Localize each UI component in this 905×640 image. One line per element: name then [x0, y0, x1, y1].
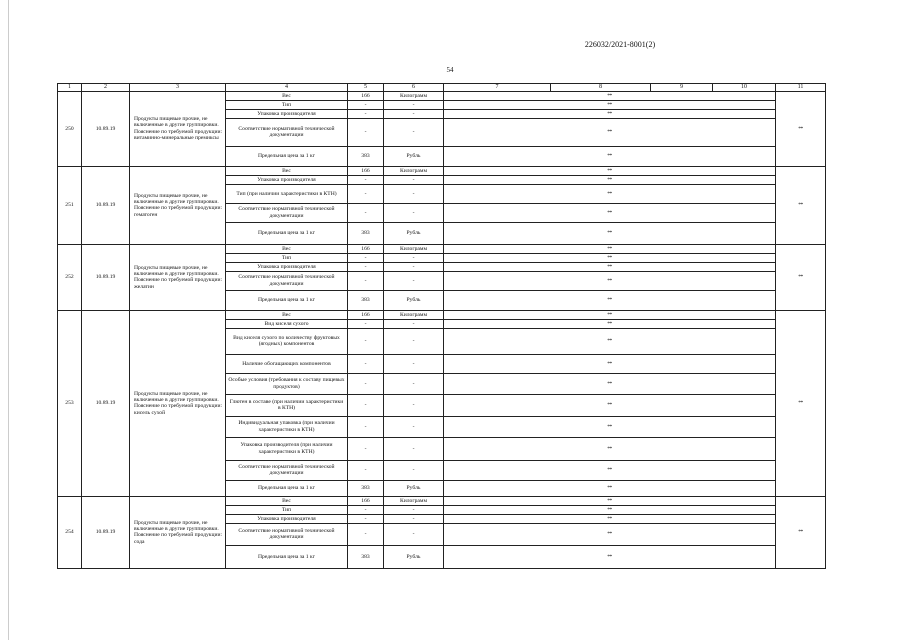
header-cell: 9 [651, 84, 713, 92]
characteristic-value: 383 [348, 222, 384, 244]
characteristic-value: - [348, 354, 384, 373]
characteristic-name: Вид киселя сухого [226, 319, 348, 328]
characteristic-name: Вес [226, 166, 348, 175]
header-cell: 4 [226, 84, 348, 92]
characteristic-mark: ** [444, 496, 776, 505]
product-description: Продукты пищевые прочие, не включенные в другие группировки. Пояснение по требуемой продукции: гематоген [130, 166, 226, 244]
characteristic-value: 166 [348, 244, 384, 253]
characteristic-value: - [348, 118, 384, 146]
unit-cell: Рубль [384, 480, 444, 496]
column-11-mark: ** [776, 310, 826, 496]
unit-cell: - [384, 514, 444, 523]
row-number: 250 [58, 91, 82, 166]
characteristic-name: Упаковка производителя [226, 175, 348, 184]
table-row [58, 166, 826, 175]
characteristic-mark: ** [444, 271, 776, 290]
header-cell: 11 [776, 84, 826, 92]
unit-cell: - [384, 394, 444, 416]
characteristic-name: Вид киселя сухого по количеству фруктовых (ягодных) компонентов [226, 328, 348, 354]
characteristic-mark: ** [444, 262, 776, 271]
unit-cell: - [384, 505, 444, 514]
characteristic-value: - [348, 394, 384, 416]
unit-cell: - [384, 118, 444, 146]
okpd-code: 10.89.19 [82, 496, 130, 568]
column-11-mark: ** [776, 91, 826, 166]
table-row [58, 496, 826, 505]
specification-table [57, 83, 826, 569]
characteristic-mark: ** [444, 184, 776, 203]
characteristic-value: 383 [348, 290, 384, 310]
header-cell: 8 [551, 84, 651, 92]
unit-cell: - [384, 460, 444, 480]
characteristic-name: Вес [226, 244, 348, 253]
header-cell: 2 [82, 84, 130, 92]
table-row [58, 244, 826, 253]
characteristic-name: Тип [226, 253, 348, 262]
unit-cell: - [384, 319, 444, 328]
characteristic-mark: ** [444, 100, 776, 109]
unit-cell: Килограмм [384, 244, 444, 253]
characteristic-name: Предельная цена за 1 кг [226, 146, 348, 166]
characteristic-value: 166 [348, 310, 384, 319]
unit-cell: Килограмм [384, 166, 444, 175]
characteristic-mark: ** [444, 146, 776, 166]
characteristic-mark: ** [444, 480, 776, 496]
characteristic-mark: ** [444, 319, 776, 328]
unit-cell: Рубль [384, 146, 444, 166]
characteristic-mark: ** [444, 437, 776, 460]
characteristic-name: Упаковка производителя (при наличии характеристики в КТН) [226, 437, 348, 460]
characteristic-value: 166 [348, 91, 384, 100]
scan-margin-line [8, 0, 9, 640]
unit-cell: Рубль [384, 290, 444, 310]
characteristic-mark: ** [444, 203, 776, 222]
characteristic-name: Упаковка производителя [226, 109, 348, 118]
characteristic-value: 166 [348, 496, 384, 505]
characteristic-value: - [348, 184, 384, 203]
characteristic-mark: ** [444, 373, 776, 394]
characteristic-value: - [348, 416, 384, 437]
unit-cell: - [384, 437, 444, 460]
characteristic-mark: ** [444, 118, 776, 146]
unit-cell: - [384, 175, 444, 184]
characteristic-value: - [348, 523, 384, 545]
header-cell: 1 [58, 84, 82, 92]
characteristic-name: Вес [226, 310, 348, 319]
header-cell: 7 [444, 84, 551, 92]
product-description: Продукты пищевые прочие, не включенные в другие группировки. Пояснение по требуемой продукции: желатин [130, 244, 226, 310]
unit-cell: - [384, 373, 444, 394]
characteristic-name: Вес [226, 496, 348, 505]
header-row [58, 84, 826, 92]
characteristic-name: Соответствие нормативной технической документации [226, 203, 348, 222]
characteristic-value: 383 [348, 545, 384, 568]
characteristic-mark: ** [444, 166, 776, 175]
characteristic-name: Соответствие нормативной технической документации [226, 523, 348, 545]
header-cell: 10 [713, 84, 776, 92]
characteristic-value: 383 [348, 146, 384, 166]
okpd-code: 10.89.19 [82, 244, 130, 310]
document-number: 226032/2021-8001(2) [584, 40, 656, 49]
row-number: 251 [58, 166, 82, 244]
characteristic-value: - [348, 460, 384, 480]
row-number: 253 [58, 310, 82, 496]
table-row [58, 310, 826, 319]
characteristic-name: Наличие обогащающих компонентов [226, 354, 348, 373]
unit-cell: Рубль [384, 545, 444, 568]
product-description: Продукты пищевые прочие, не включенные в другие группировки. Пояснение по требуемой продукции: кисель сухой [130, 310, 226, 496]
column-11-mark: ** [776, 166, 826, 244]
characteristic-value: - [348, 175, 384, 184]
characteristic-value: - [348, 437, 384, 460]
unit-cell: Килограмм [384, 496, 444, 505]
unit-cell: - [384, 328, 444, 354]
characteristic-name: Упаковка производителя [226, 262, 348, 271]
characteristic-value: 383 [348, 480, 384, 496]
characteristic-mark: ** [444, 416, 776, 437]
characteristic-value: - [348, 109, 384, 118]
characteristic-name: Глютен в составе (при наличии характеристики в КТН) [226, 394, 348, 416]
characteristic-name: Предельная цена за 1 кг [226, 222, 348, 244]
characteristic-mark: ** [444, 523, 776, 545]
characteristic-name: Тип [226, 505, 348, 514]
characteristic-name: Соответствие нормативной технической документации [226, 118, 348, 146]
product-description: Продукты пищевые прочие, не включенные в другие группировки. Пояснение по требуемой продукции: витаминно-минеральные премиксы [130, 91, 226, 166]
okpd-code: 10.89.19 [82, 91, 130, 166]
characteristic-name: Тип [226, 100, 348, 109]
characteristic-mark: ** [444, 394, 776, 416]
characteristic-value: - [348, 100, 384, 109]
characteristic-mark: ** [444, 109, 776, 118]
characteristic-value: - [348, 328, 384, 354]
characteristic-value: - [348, 271, 384, 290]
row-number: 254 [58, 496, 82, 568]
okpd-code: 10.89.19 [82, 166, 130, 244]
header-cell: 5 [348, 84, 384, 92]
unit-cell: - [384, 416, 444, 437]
characteristic-value: - [348, 373, 384, 394]
characteristic-value: - [348, 203, 384, 222]
page-number: 54 [446, 66, 454, 74]
unit-cell: - [384, 262, 444, 271]
characteristic-name: Предельная цена за 1 кг [226, 290, 348, 310]
characteristic-name: Соответствие нормативной технической документации [226, 460, 348, 480]
unit-cell: - [384, 354, 444, 373]
column-11-mark: ** [776, 496, 826, 568]
characteristic-mark: ** [444, 328, 776, 354]
characteristic-name: Упаковка производителя [226, 514, 348, 523]
characteristic-mark: ** [444, 222, 776, 244]
column-11-mark: ** [776, 244, 826, 310]
characteristic-mark: ** [444, 505, 776, 514]
table-row [58, 91, 826, 100]
unit-cell: - [384, 253, 444, 262]
characteristic-mark: ** [444, 514, 776, 523]
characteristic-mark: ** [444, 545, 776, 568]
unit-cell: Рубль [384, 222, 444, 244]
unit-cell: - [384, 184, 444, 203]
unit-cell: - [384, 523, 444, 545]
unit-cell: Килограмм [384, 310, 444, 319]
unit-cell: - [384, 271, 444, 290]
characteristic-name: Предельная цена за 1 кг [226, 545, 348, 568]
unit-cell: - [384, 100, 444, 109]
characteristic-value: - [348, 319, 384, 328]
characteristic-mark: ** [444, 354, 776, 373]
characteristic-mark: ** [444, 460, 776, 480]
characteristic-name: Особые условия (требования к составу пищевых продуктов) [226, 373, 348, 394]
header-cell: 6 [384, 84, 444, 92]
okpd-code: 10.89.19 [82, 310, 130, 496]
characteristic-mark: ** [444, 290, 776, 310]
characteristic-mark: ** [444, 244, 776, 253]
characteristic-value: 166 [348, 166, 384, 175]
characteristic-name: Тип (при наличии характеристики в КТН) [226, 184, 348, 203]
product-description: Продукты пищевые прочие, не включенные в другие группировки. Пояснение по требуемой продукции: сода [130, 496, 226, 568]
characteristic-mark: ** [444, 175, 776, 184]
characteristic-name: Предельная цена за 1 кг [226, 480, 348, 496]
characteristic-value: - [348, 262, 384, 271]
characteristic-name: Индивидуальная упаковка (при наличии характеристики в КТН) [226, 416, 348, 437]
row-number: 252 [58, 244, 82, 310]
characteristic-mark: ** [444, 91, 776, 100]
characteristic-name: Вес [226, 91, 348, 100]
characteristic-name: Соответствие нормативной технической документации [226, 271, 348, 290]
header-cell: 3 [130, 84, 226, 92]
characteristic-value: - [348, 505, 384, 514]
unit-cell: - [384, 203, 444, 222]
characteristic-mark: ** [444, 310, 776, 319]
characteristic-value: - [348, 514, 384, 523]
characteristic-value: - [348, 253, 384, 262]
unit-cell: Килограмм [384, 91, 444, 100]
characteristic-mark: ** [444, 253, 776, 262]
unit-cell: - [384, 109, 444, 118]
